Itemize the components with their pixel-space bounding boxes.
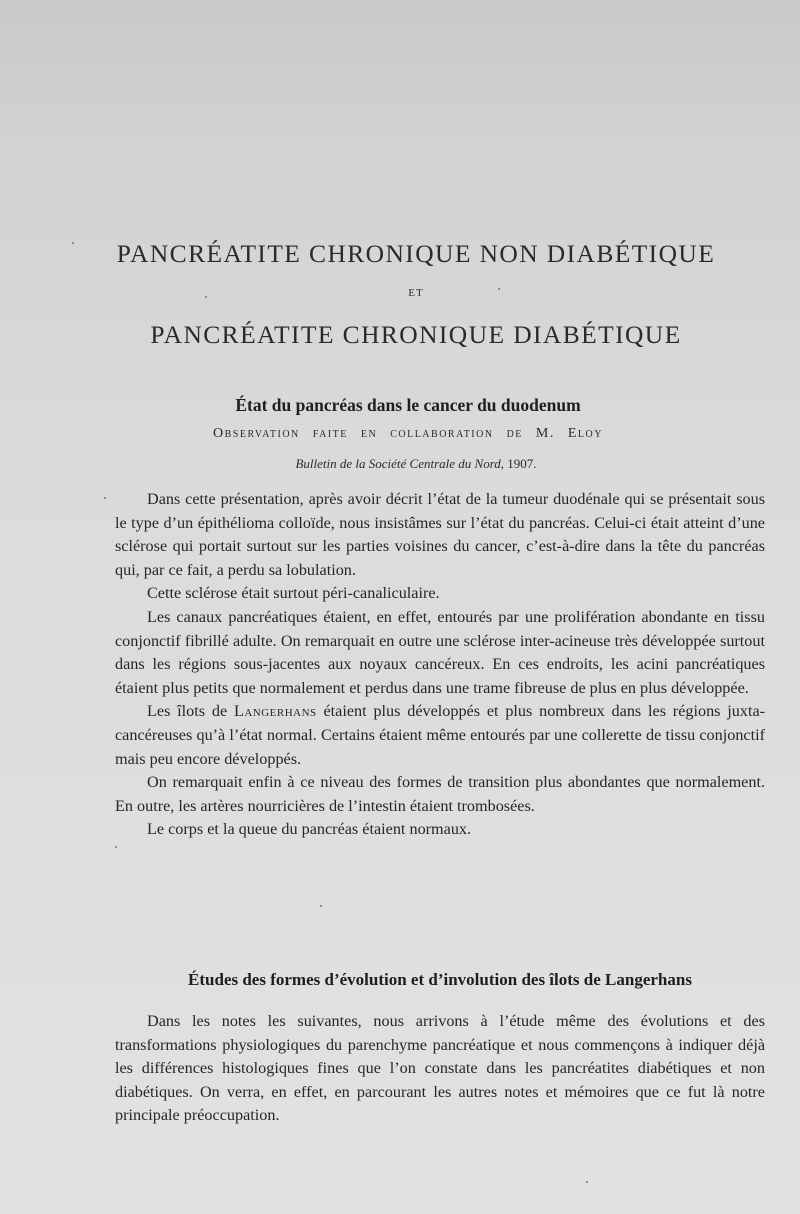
langerhans-name: Langerhans [233, 702, 317, 721]
section2-heading: Études des formes d’évolution et d’involution des îlots de Langerhans [188, 970, 692, 989]
section1-heading: État du pancréas dans le cancer du duodenum [235, 395, 581, 415]
paragraph-4 [115, 700, 765, 771]
paragraph-2: Cette sclérose était surtout péri-canaliculaire. [147, 584, 440, 603]
scan-speck [72, 242, 74, 244]
scan-speck [205, 296, 207, 298]
bulletin-year: 1907. [507, 456, 537, 471]
observation-line: Observation faite en collaboration de M. Eloy [213, 426, 603, 441]
paragraph-6: Le corps et la queue du pancréas étaient normaux. [147, 820, 472, 839]
paragraph-1: Dans cette présentation, après avoir décrit l’état de la tumeur duodénale qui se présentait sous le type d’un épithélioma colloïde, nous insistâmes sur l’état du pancréas. Celui-ci était atteint d’une sclérose qui portait surtout sur les parties voisines du cancer, c’est-à-dire dans la tête du pancréas qui, par ce fait, a perdu sa lobulation. [115, 490, 765, 579]
scan-speck [586, 1181, 588, 1183]
paragraph-3: Les canaux pancréatiques étaient, en effet, entourés par une prolifération abondante en tissu conjonctif fibrillé adulte. On remarquait en outre une sclérose inter-acineuse très développée surtout dans les régions sous-jacentes aux noyaux cancéreux. En ces endroits, les acini pancréatiques étaient plus petits que normalement et perdus dans une trame fibreuse de plus en plus développée. [115, 607, 765, 697]
langerhans-before: Les îlots de [147, 702, 228, 721]
scan-speck [320, 905, 322, 907]
section1-body [115, 488, 765, 842]
bulletin-citation [0, 456, 800, 472]
section2-paragraph: Dans les notes les suivantes, nous arrivons à l’étude même des évolutions et des transformations physiologiques du parenchyme pancréatique et nous commençons à indiquer déjà les différences histologiques fines que l’on constate dans les pancréatites diabétiques et non diabétiques. On verra, en effet, en parcourant les autres notes et mémoires que ce fut là notre principale préoccupation. [115, 1012, 765, 1125]
scan-speck [104, 497, 106, 499]
section2-body [115, 1010, 765, 1128]
paragraph-5: On remarquait enfin à ce niveau des formes de transition plus abondantes que normalement. En outre, les artères nourricières de l’intestin étaient trombosées. [115, 773, 765, 815]
scan-speck [498, 288, 500, 290]
title-conjunction: ET [408, 287, 424, 299]
main-title-line1: PANCRÉATITE CHRONIQUE NON DIABÉTIQUE [116, 239, 716, 268]
scan-speck [115, 846, 117, 848]
langerhans-after: étaient plus développés et plus nombreux dans les régions juxta-cancéreuses qu’à l’état normal. Certains étaient même entourés par une collerette de tissu conjonctif mais peu encore développés. [115, 702, 766, 768]
main-title-line2: PANCRÉATITE CHRONIQUE DIABÉTIQUE [150, 320, 682, 349]
bulletin-source: Bulletin de la Société Centrale du Nord, [295, 456, 505, 471]
